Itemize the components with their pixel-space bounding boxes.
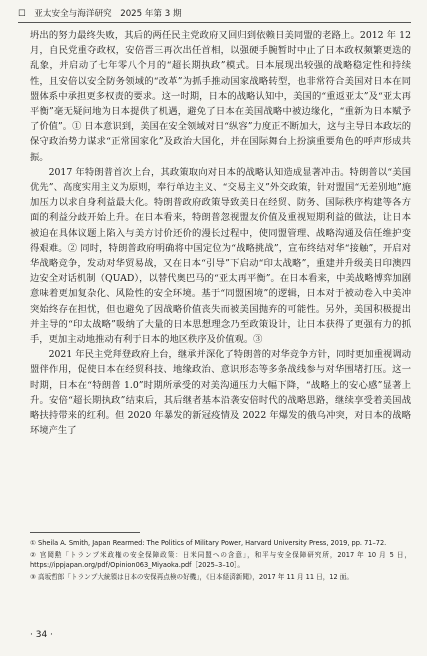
footnote: ① Sheila A. Smith, Japan Rearmed: The Politics of Military Power, Harvard University Press, 2019, pp. 71–72. (30, 539, 387, 547)
footnote-divider (30, 532, 140, 533)
header-divider (18, 22, 411, 23)
running-header: ☐ 亚太安全与海洋研究 2025 年第 3 期 (18, 9, 182, 19)
footnotes (30, 538, 411, 584)
footnote: ③ 高坂哲郎「トランプ大統領は日本の安保再点検の好機」，《日本経済新聞》，2017 年 11 月 11 日，12 面。 (30, 573, 353, 581)
paragraph: 坍出的努力最终失败，其后的两任民主党政府又回归到依赖日美同盟的老路上。2012 年 12 月，自民党重夺政权，安倍晋三再次出任首相，以强硬手腕暂时中止了日本政权频繁更迭的乱象，并启动了七年零八个月的“超长期执政”模式。日本展现出较强的战略稳定性和持续性，且安倍以安全防务领域的“改革”为抓手推动国家战略转型，也非常符合美国对日本在同盟体系中承担更多权责的要求。这一时期，日本的战略认知中，美国的“重返亚太”及“亚太再平衡”毫无疑问地为日本提供了机遇，避免了日本在美国战略中被边缘化，“重新为日本赋予了价值”。① 日本意识到，美国在安全领域对日“纵容”力度正不断加大，这与主导日本政坛的保守政治势力谋求“正常国家化”及政治大国化，并在国际舞台上扮演重要角色的呼声形成共振。 (30, 30, 411, 163)
page-number: · 34 · (30, 630, 53, 640)
footnote: ② 宫岡勲「トランプ米政権の安全保障政策：日米同盟への含意」，和平与安全保障研究所，2017 年 10 月 5 日，https://ippjapan.org/pdf/Opinion063_Miyaoka.pdf［2025–3–10］。 (30, 551, 411, 569)
paragraph: 2021 年民主党拜登政府上台，继承并深化了特朗普的对华竞争方针，同时更加重视调动盟伴作用，促使日本在经贸科技、地缘政治、意识形态等多条战线参与对华围堵打压。这一时期，日本在“特朗普 1.0”时期所承受的对美沟通压力大幅下降，“战略上的安心感”显著上升。安倍“超长期执政”结束后，其后继者基本沿袭安倍时代的战略思路，继续享受着美国战略扶持带来的红利。但 2020 年暴发的新冠疫情及 2022 年爆发的俄乌冲突，对日本的战略环境产生了 (30, 349, 411, 437)
paragraph: 2017 年特朗普首次上台，其政策取向对日本的战略认知造成显著冲击。特朗普以“美国优先”、高度实用主义为原则，奉行单边主义、“交易主义”外交政策，针对盟国“无差别地”施加压力以求自身利益最大化。特朗普政府政策导致美日在经贸、防务、国际秩序构建等各方面的利益分歧开始上升。在日本看来，特朗普忽视盟友价值及重视短期利益的做法，让日本被迫在具体议题上陷入与美方讨价还价的漫长过程中，使同盟管理、战略沟通及信任维护变得艰难。② 同时，特朗普政府明确将中国定位为“战略挑战”，宣布终结对华“接触”，开启对华战略竞争，发动对华贸易战，又在日本“引导”下启动“印太战略”，重建并升级美日印澳四边安全对话机制（QUAD），以替代奥巴马的“亚太再平衡”。在日本看来，中美战略博弈加剧意味着更加复杂化、风险性的安全环境。基于“同盟困境”的逻辑，日本对于被动卷入中美冲突始终存在担忧，但也避免了因战略价值丧失而被美国抛弃的可能性。另外，美国积极提出并主导的“印太战略”吸纳了大量的日本思想理念乃至政策设计，让日本获得了更强有力的抓手，更加主动地推动有利于日本的地区秩序及价值观。③ (30, 166, 411, 346)
body-text (30, 28, 411, 438)
